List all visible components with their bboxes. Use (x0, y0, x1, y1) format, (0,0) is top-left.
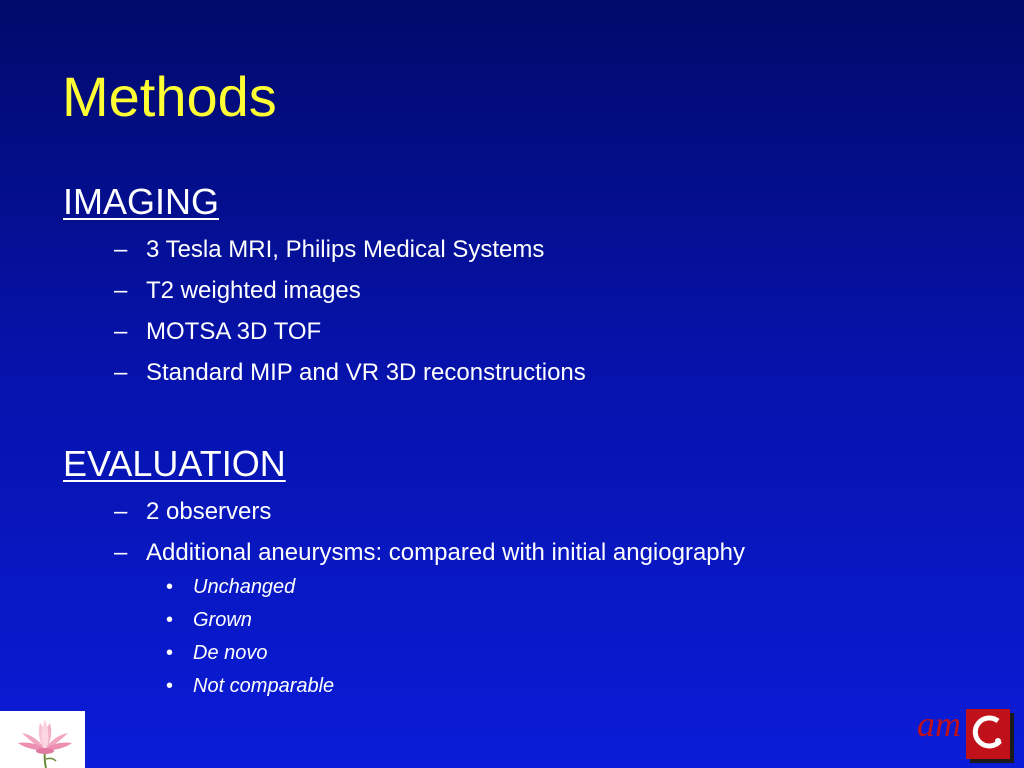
logo-badge-icon (964, 707, 1016, 765)
section-heading-imaging: IMAGING (63, 181, 220, 222)
bullet-marker: • (166, 576, 174, 598)
list-item-text: T2 weighted images (146, 277, 361, 304)
imaging-list (114, 229, 586, 393)
lotus-flower-icon (0, 711, 85, 768)
slide-title: Methods (62, 65, 277, 128)
dash-marker: – (114, 236, 128, 263)
list-item-text: Not comparable (193, 675, 335, 697)
list-item (114, 311, 586, 352)
list-item (166, 604, 334, 637)
evaluation-sub-list (166, 571, 334, 703)
bullet-marker: • (166, 609, 174, 631)
list-item (166, 571, 334, 604)
dash-marker: – (114, 539, 128, 566)
evaluation-list (114, 491, 745, 573)
list-item (166, 637, 334, 670)
dash-marker: – (114, 277, 128, 304)
dash-marker: – (114, 498, 128, 525)
list-item-text: De novo (193, 642, 268, 664)
dash-marker: – (114, 318, 128, 345)
list-item (114, 270, 586, 311)
list-item (114, 352, 586, 393)
list-item (114, 229, 586, 270)
list-item (114, 532, 745, 573)
list-item-text: Grown (193, 609, 252, 631)
list-item-text: Unchanged (193, 576, 296, 598)
list-item-text: MOTSA 3D TOF (146, 318, 322, 345)
am-logo-text: am (917, 704, 961, 744)
am-logo (917, 704, 1022, 766)
lotus-image (0, 711, 85, 768)
bullet-marker: • (166, 675, 174, 697)
list-item-text: 3 Tesla MRI, Philips Medical Systems (146, 236, 545, 263)
section-heading-evaluation: EVALUATION (63, 443, 286, 484)
bullet-marker: • (166, 642, 174, 664)
list-item-text: Additional aneurysms: compared with initial angiography (146, 539, 745, 566)
list-item (166, 670, 334, 703)
dash-marker: – (114, 359, 128, 386)
list-item-text: Standard MIP and VR 3D reconstructions (146, 359, 586, 386)
list-item-text: 2 observers (146, 498, 272, 525)
list-item (114, 491, 745, 532)
